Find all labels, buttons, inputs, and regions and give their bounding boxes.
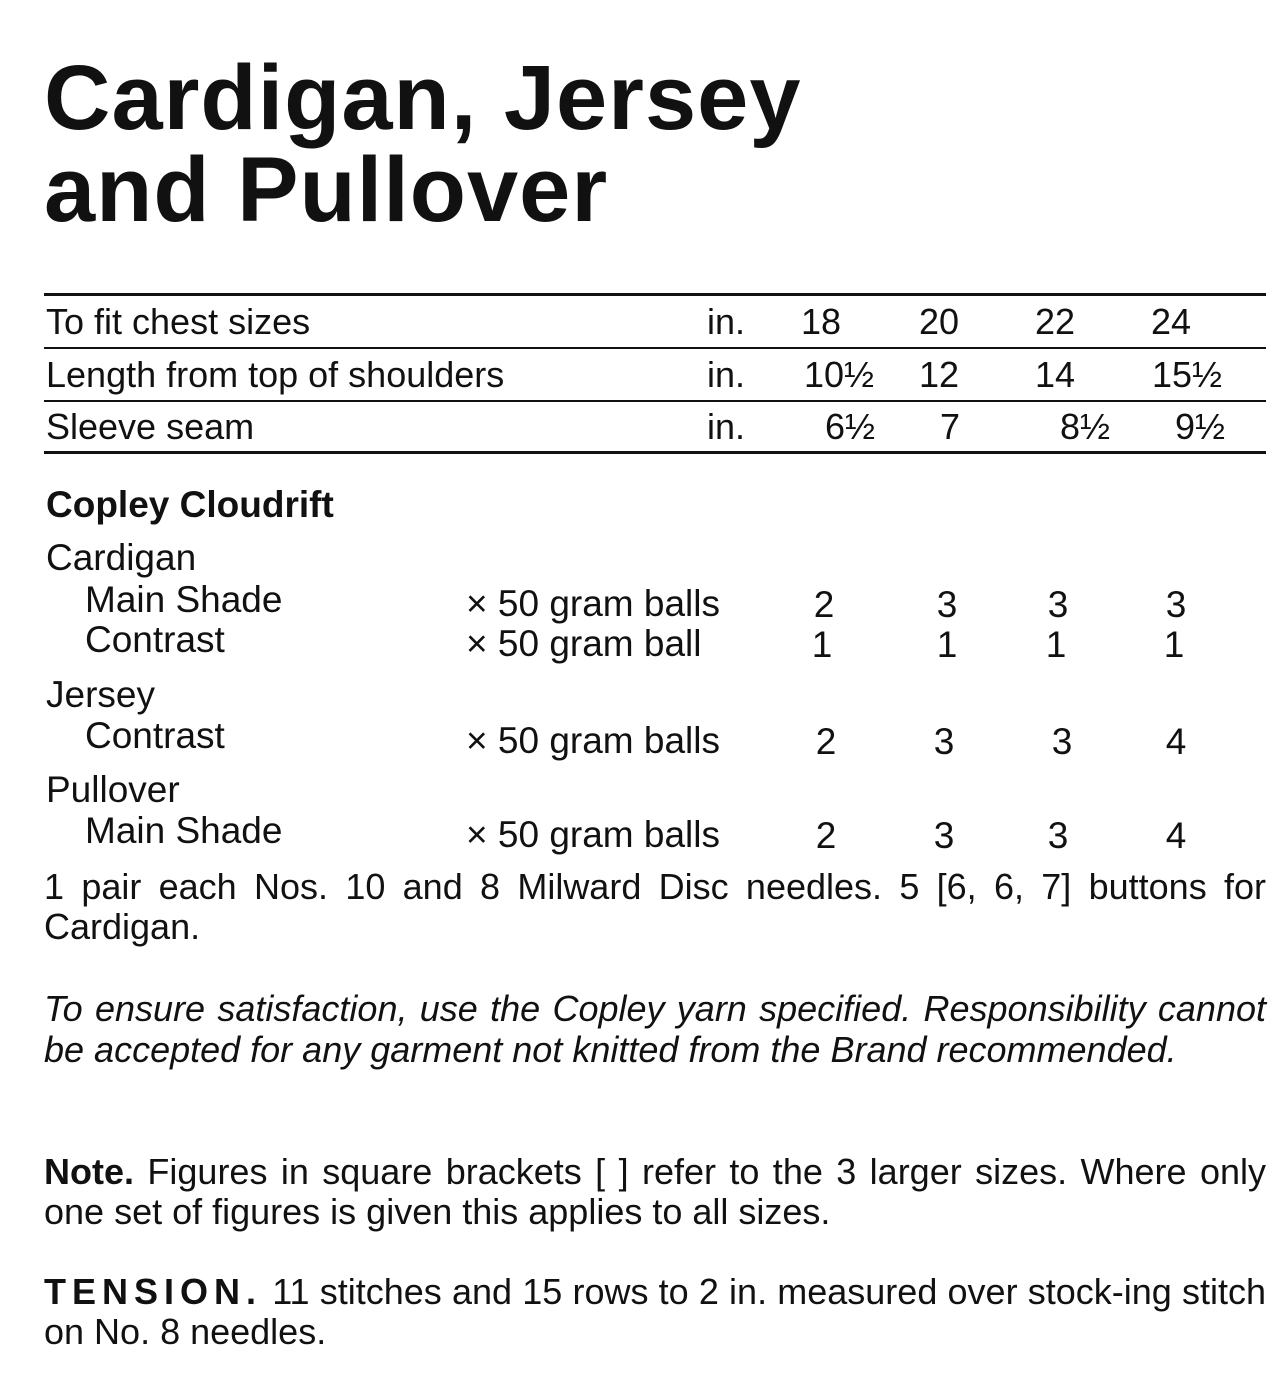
ball-count: 1 (936, 624, 958, 665)
table-row-length (0, 350, 1285, 400)
tension-label: TENSION. (44, 1271, 263, 1312)
size-value: 14 (1034, 354, 1076, 395)
size-value: 22 (1034, 301, 1076, 342)
size-value: 9½ (1174, 406, 1226, 447)
table-top-rule (44, 293, 1266, 296)
ball-count: 3 (1165, 584, 1187, 625)
disclaimer-text: To ensure satisfaction, use the Copley yarn specified. Responsibility cannot be accepted for any garment not knitted from the Brand recommended. (44, 988, 1266, 1070)
row-unit: in. (707, 354, 746, 395)
ball-count: 3 (1047, 584, 1069, 625)
garment-label-jersey: Jersey (46, 674, 155, 715)
quantity-label: × 50 gram balls (466, 720, 720, 761)
ball-count: 2 (815, 721, 837, 762)
row-divider (44, 347, 1266, 349)
tension-paragraph (44, 1272, 1266, 1352)
quantity-label: × 50 gram ball (466, 623, 702, 664)
size-value: 8½ (1059, 406, 1111, 447)
ball-count: 1 (811, 624, 833, 665)
tension-text: 11 stitches and 15 rows to 2 in. measured over stock-ing stitch on No. 8 needles. (44, 1271, 1266, 1352)
ball-count: 3 (936, 584, 958, 625)
ball-count: 1 (1163, 624, 1185, 665)
row-label: Length from top of shoulders (46, 354, 505, 395)
pattern-title (44, 47, 802, 241)
quantity-label: × 50 gram balls (466, 814, 720, 855)
shade-label: Main Shade (85, 579, 283, 620)
note-label: Note. (44, 1151, 134, 1192)
size-value: 6½ (824, 406, 876, 447)
title-line-1: Cardigan, Jersey (44, 47, 802, 149)
shade-label: Contrast (85, 619, 225, 660)
size-value: 24 (1150, 301, 1192, 342)
ball-count: 3 (933, 721, 955, 762)
garment-label-cardigan: Cardigan (46, 537, 197, 578)
ball-count: 3 (1047, 815, 1069, 856)
shade-label: Main Shade (85, 810, 283, 851)
garment-label-pullover: Pullover (46, 769, 180, 810)
size-value: 12 (918, 354, 960, 395)
row-label: Sleeve seam (46, 406, 255, 447)
size-value: 15½ (1151, 354, 1223, 395)
ball-count: 3 (933, 815, 955, 856)
size-value: 7 (939, 406, 961, 447)
ball-count: 4 (1165, 815, 1187, 856)
table-bottom-rule (44, 451, 1266, 454)
ball-count: 2 (815, 815, 837, 856)
note-text: Figures in square brackets [ ] refer to the 3 larger sizes. Where only one set of figures is given this applies to all sizes. (44, 1151, 1266, 1232)
row-unit: in. (707, 406, 746, 447)
size-value: 10½ (803, 354, 875, 395)
row-unit: in. (707, 301, 746, 342)
size-value: 20 (918, 301, 960, 342)
row-label: To fit chest sizes (46, 301, 311, 342)
shade-label: Contrast (85, 715, 225, 756)
quantity-label: × 50 gram balls (466, 583, 720, 624)
size-value: 18 (800, 301, 842, 342)
note-paragraph (44, 1152, 1266, 1232)
ball-count: 4 (1165, 721, 1187, 762)
table-row-chest (0, 297, 1285, 347)
table-row-sleeve (0, 402, 1285, 452)
ball-count: 2 (813, 584, 835, 625)
yarn-heading: Copley Cloudrift (46, 484, 334, 525)
needles-buttons-text: 1 pair each Nos. 10 and 8 Milward Disc needles. 5 [6, 6, 7] buttons for Cardigan. (44, 866, 1266, 947)
ball-count: 3 (1051, 721, 1073, 762)
ball-count: 1 (1045, 624, 1067, 665)
title-line-2: and Pullover (44, 139, 609, 241)
